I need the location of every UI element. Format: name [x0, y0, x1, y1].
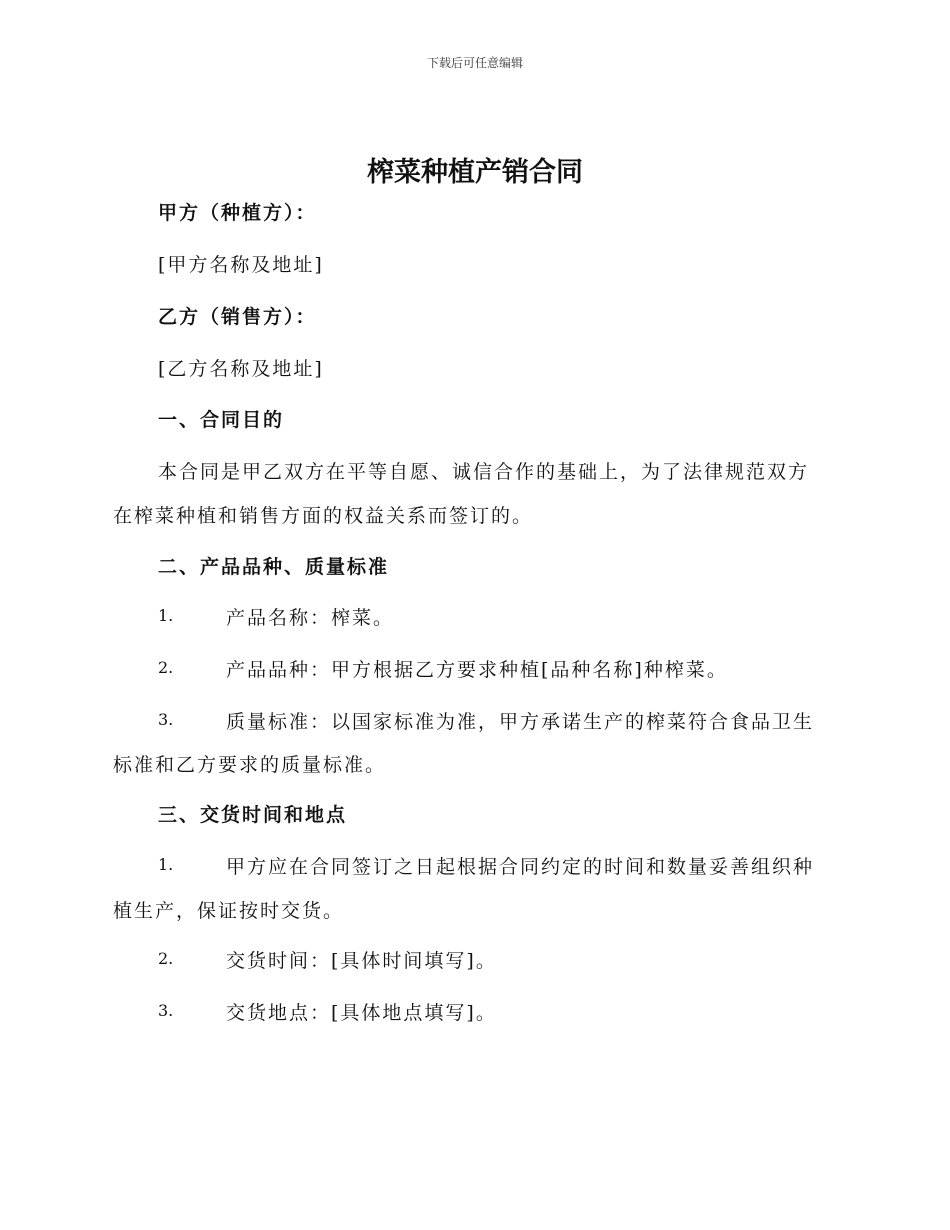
section-2-item-3-continuation: 标准和乙方要求的质量标准。	[113, 754, 387, 776]
section-1-heading: 一、合同目的	[158, 409, 285, 431]
section-3-item-1-number: 1.	[158, 855, 174, 874]
section-3-item-2-number: 2.	[158, 949, 174, 968]
section-2-item-1-text: 产品名称：榨菜。	[226, 607, 395, 629]
section-2-item-3-number: 3.	[158, 710, 174, 729]
section-3-item-3-text: 交货地点：[具体地点填写]。	[226, 1002, 497, 1024]
header-note: 下载后可任意编辑	[426, 56, 523, 70]
section-3-item-1-text: 甲方应在合同签订之日起根据合同约定的时间和数量妥善组织种	[226, 856, 815, 878]
party-b-label: 乙方（销售方）：	[158, 306, 317, 328]
section-3-heading: 三、交货时间和地点	[158, 804, 348, 826]
section-3-item-3-number: 3.	[158, 1001, 174, 1020]
section-2-item-2-number: 2.	[158, 658, 174, 677]
section-3-item-2-text: 交货时间：[具体时间填写]。	[226, 950, 497, 972]
section-1-paragraph-line-1: 本合同是甲乙双方在平等自愿、诚信合作的基础上，为了法律规范双方	[158, 461, 810, 483]
party-a-value: [甲方名称及地址]	[158, 254, 324, 276]
section-2-heading: 二、产品品种、质量标准	[158, 556, 390, 578]
party-b-value: [乙方名称及地址]	[158, 358, 324, 380]
section-3-item-1-continuation: 植生产，保证按时交货。	[113, 900, 345, 922]
section-2-item-2-text: 产品品种：甲方根据乙方要求种植[品种名称]种榨菜。	[226, 659, 728, 681]
section-2-item-1-number: 1.	[158, 606, 174, 625]
section-2-item-3-text: 质量标准：以国家标准为准，甲方承诺生产的榨菜符合食品卫生	[226, 711, 815, 733]
party-a-label: 甲方（种植方）：	[158, 202, 317, 224]
document-title: 榨菜种植产销合同	[367, 157, 583, 188]
section-1-paragraph-line-2: 在榨菜种植和销售方面的权益关系而签订的。	[113, 505, 534, 527]
